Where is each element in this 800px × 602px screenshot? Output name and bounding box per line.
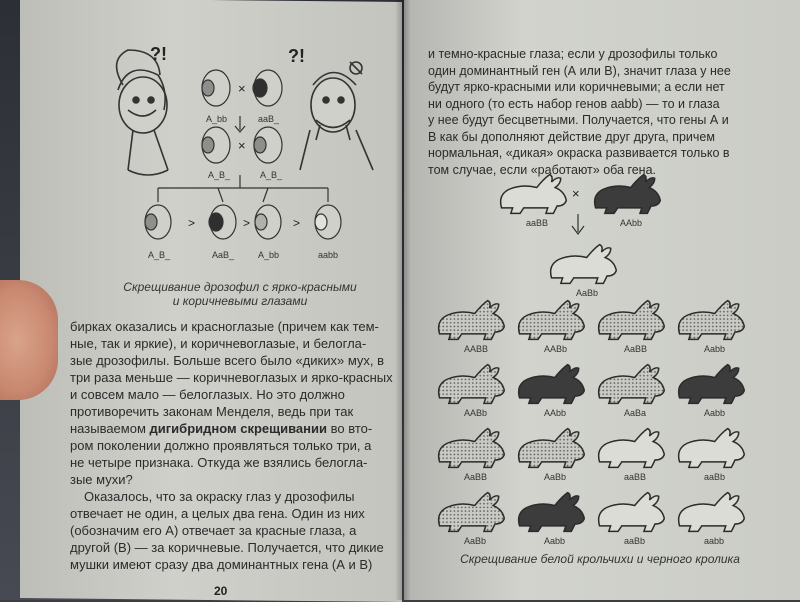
cross-symbol-top: × [238,81,246,96]
grid-r0c2-rabbit [599,301,665,340]
right-line: у нее будут бесцветными. Получается, что гены А и [428,113,729,127]
offspring-label-2: AaB_ [212,250,235,260]
right-line: будут ярко-красными или коричневыми; а если нет [428,80,725,94]
right-line: нормальная, «дикая» окраска развивается только в [428,146,730,160]
fly-f1-1 [202,127,230,163]
fly-parent-2 [253,70,282,106]
offspring-label-4: aabb [318,250,339,260]
left-line: другой (В) — за коричневые. Получается, что дикие [70,540,384,555]
scientist-left-illustration [117,50,168,175]
fly-parent-1 [202,70,230,106]
grid-r0c3-label: Aabb [704,344,726,354]
rabbit-figure [420,168,770,546]
parent-label-2: aaB_ [258,114,280,124]
f1-label-2: A_B_ [260,170,283,180]
left-line: и совсем мало — белоглазых. Но это должно [70,387,345,402]
scientist-right-illustration [300,62,373,170]
right-figure-caption: Скрещивание белой крольчихи и черного кролика [460,552,740,566]
grid-r2c3-rabbit [679,429,745,468]
thumb [0,280,58,400]
left-line: противоречить законам Менделя, ведь при так [70,404,354,419]
left-line: зые мухи? [70,472,133,487]
fly-offspring-2 [209,205,236,239]
right-line: В как бы дополняют действие друг друга, причем [428,129,715,144]
left-line: бирках оказались и красноглазые (причем как тем- [70,319,379,334]
grid-r3c1-rabbit [519,493,585,532]
left-line: зые дрозофилы. Больше всего было «диких» мух, в [70,353,385,368]
right-body-text [428,46,758,178]
parent-white-label: aaBB [526,218,549,228]
grid-r2c3-label: aaBb [704,472,726,482]
cross-symbol-f1: × [238,138,246,153]
exclaim-mark-left: ?! [150,44,167,64]
grid-r3c0-label: AaBb [464,536,487,546]
left-line-prefix: называемом [70,421,150,436]
left-line-suffix: во вто- [330,421,373,436]
grid-r0c0-rabbit [439,301,505,340]
f1-rabbit [551,245,617,284]
grid-r1c2-label: AaBa [624,408,647,418]
offspring-label-1: A_B_ [148,250,171,260]
grid-r1c3-label: Aabb [704,408,726,418]
gt-symbol-2: > [243,216,251,230]
book-gutter [395,0,411,600]
grid-r2c1-rabbit [519,429,585,468]
grid-r2c2-label: aaBB [624,472,647,482]
rabbit-arrow [572,214,584,234]
right-line: один доминантный ген (А или В), значит глаза у нее [428,63,731,78]
parent-black-label: AAbb [620,218,643,228]
page-number: 20 [214,584,228,598]
fly-f1-2 [254,127,282,163]
grid-r0c0-label: AABB [464,344,489,354]
offspring-label-3: A_bb [258,250,280,260]
rabbit-cross-symbol: × [572,186,580,201]
gt-symbol-3: > [293,216,301,230]
left-line: мушки имеют сразу два доминантных гена (А и В) [70,557,373,572]
fly-offspring-3 [255,205,281,239]
f1-label-1: A_B_ [208,170,231,180]
right-line: ни одного (то есть набор генов aabb) — то и глаза [428,96,720,111]
left-caption-line-2: и коричневыми глазами [172,294,308,308]
drosophila-figure [88,30,388,270]
grid-r3c0-rabbit [439,493,505,532]
left-body-text [70,318,393,573]
f1-label: AaBb [576,288,599,298]
right-line: том случае, если «работают» оба гена. [428,162,657,177]
fly-offspring-1 [145,205,171,239]
left-line: три раза меньше — коричневоглазых и ярко-красных [70,370,393,385]
grid-r1c1-label: AAbb [544,408,567,418]
left-line: не четыре признака. Откуда же взялись белогла- [70,455,368,470]
parent-label-1: A_bb [206,114,228,124]
grid-r3c2-rabbit [599,493,665,532]
grid-r1c0-rabbit [439,365,505,404]
grid-r2c0-rabbit [439,429,505,468]
grid-r3c3-rabbit [679,493,745,532]
grid-r2c1-label: AaBb [544,472,567,482]
grid-r1c3-rabbit [679,365,745,404]
parent-black-rabbit [595,175,661,214]
grid-r0c1-rabbit [519,301,585,340]
grid-r1c1-rabbit [519,365,585,404]
grid-r0c2-label: AaBB [624,344,648,354]
grid-r0c3-rabbit [679,301,745,340]
left-line-with-bold [70,420,390,437]
right-line: и темно-красные глаза; если у дрозофилы только [428,47,718,61]
bold-term: дигибридном скрещивании [149,421,327,436]
left-line: (обозначим его А) отвечает за красные глаза, а [70,523,357,538]
grid-r1c2-rabbit [599,365,665,404]
left-line: ром поколении должно проявляться только три, а [70,438,372,453]
left-figure-caption [90,280,390,308]
left-caption-line-1: Скрещивание дрозофил с ярко-красными [123,280,357,294]
left-line: ные, так и яркие), и коричневоглазые, и белогла- [70,336,367,351]
grid-r2c2-rabbit [599,429,665,468]
grid-r3c1-label: Aabb [544,536,566,546]
parent-white-rabbit [501,175,567,214]
gt-symbol-1: > [188,216,196,230]
grid-r3c3-label: aabb [704,536,725,546]
grid-r2c0-label: AaBB [464,472,488,482]
exclaim-mark-right: ?! [288,46,305,66]
left-line: отвечает не один, а целых два гена. Один из них [70,506,365,521]
fly-offspring-4 [315,205,341,239]
grid-r3c2-label: aaBb [624,536,646,546]
grid-r0c1-label: AABb [544,344,568,354]
grid-r1c0-label: AABb [464,408,488,418]
left-line: Оказалось, что за окраску глаз у дрозофилы [84,489,355,504]
